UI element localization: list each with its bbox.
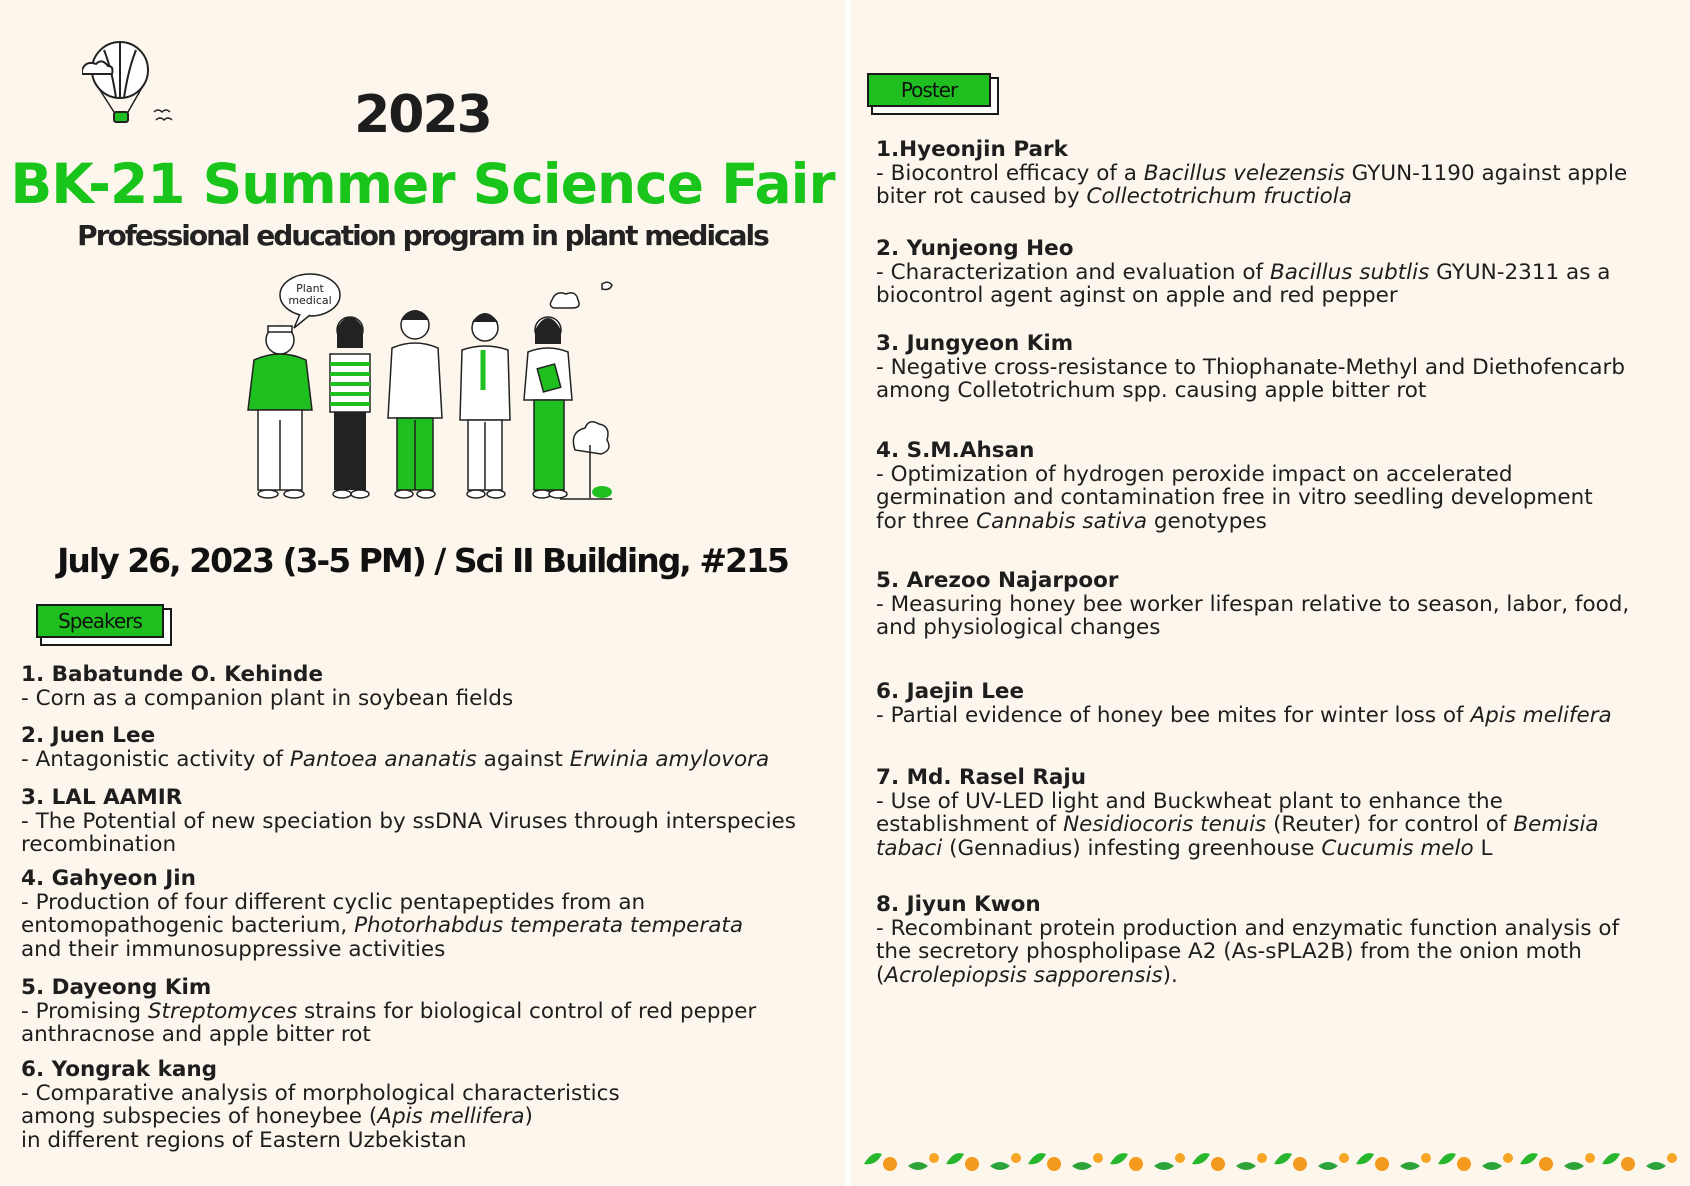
tree-icon — [560, 422, 612, 499]
poster-entry-3 — [876, 332, 1686, 403]
presenter-name: 8. Jiyun Kwon — [876, 892, 1041, 917]
fruit-leaf-motif — [1356, 1153, 1431, 1171]
fair-title: BK-21 Summer Science Fair — [10, 152, 835, 216]
speaker-entry-3 — [21, 786, 841, 857]
speaker-name: 1. Babatunde O. Kehinde — [21, 662, 324, 687]
student-figure-5 — [524, 317, 572, 498]
presenter-name: 1.Hyeonjin Park — [876, 137, 1068, 162]
fruit-leaf-motif — [1438, 1153, 1513, 1171]
presenter-name: 7. Md. Rasel Raju — [876, 765, 1087, 790]
speech-bubble-line1: Plant — [296, 282, 324, 295]
poster-title: - Partial evidence of honey bee mites for winter loss of Apis melifera — [876, 702, 1612, 728]
poster-title: - Negative cross-resistance to Thiophanate-Methyl and Diethofencarb among Colletotrichum spp. causing apple bitter rot — [876, 354, 1625, 403]
speaker-talk: - Antagonistic activity of Pantoea ananatis against Erwinia amylovora — [21, 746, 770, 772]
presenter-name: 3. Jungyeon Kim — [876, 331, 1074, 356]
student-figure-4 — [460, 313, 510, 498]
presenter-name: 4. S.M.Ahsan — [876, 438, 1035, 463]
year-heading: 2023 — [354, 85, 491, 145]
presenter-name: 2. Yunjeong Heo — [876, 236, 1074, 261]
speaker-entry-1 — [21, 663, 841, 710]
student-figure-3 — [388, 310, 442, 498]
students-illustration — [240, 270, 620, 515]
fruit-leaf-motif — [864, 1153, 939, 1171]
event-date-location: July 26, 2023 (3-5 PM) / Sci II Building, #215 — [57, 541, 788, 580]
fruit-leaf-motif — [1028, 1153, 1103, 1171]
poster-title: - Measuring honey bee worker lifespan relative to season, labor, food, and physiological changes — [876, 591, 1630, 640]
speaker-entry-4 — [21, 867, 841, 961]
poster-entry-7 — [876, 766, 1686, 860]
poster-title: - Use of UV-LED light and Buckwheat plant to enhance the establishment of Nesidiocoris tenuis (Reuter) for control of Bemisia tabaci (Gennadius) infesting greenhouse Cucumis melo L — [876, 788, 1599, 861]
speaker-entry-6 — [21, 1058, 841, 1152]
speech-bubble-line2: medical — [288, 294, 332, 307]
presenter-name: 6. Jaejin Lee — [876, 679, 1025, 704]
fruit-leaf-motif — [1520, 1153, 1595, 1171]
fruit-leaf-motif — [1602, 1153, 1677, 1171]
fruit-leaf-motif — [946, 1153, 1021, 1171]
speaker-talk: - Corn as a companion plant in soybean fields — [21, 685, 514, 711]
speaker-entry-5 — [21, 976, 841, 1047]
fruit-leaf-motif — [1192, 1153, 1267, 1171]
speaker-talk: - Promising Streptomyces strains for biological control of red pepper anthracnose and apple bitter rot — [21, 998, 757, 1047]
student-figure-1 — [248, 326, 312, 498]
speaker-name: 6. Yongrak kang — [21, 1057, 218, 1082]
poster-entry-2 — [876, 237, 1686, 308]
speaker-name: 2. Juen Lee — [21, 723, 156, 748]
student-figure-2 — [330, 317, 370, 498]
poster-entry-4 — [876, 439, 1686, 533]
fruit-leaf-motif — [1110, 1153, 1185, 1171]
poster-entry-5 — [876, 569, 1686, 640]
poster-title: - Characterization and evaluation of Bacillus subtlis GYUN-2311 as a biocontrol agent aginst on apple and red pepper — [876, 259, 1611, 308]
speaker-name: 4. Gahyeon Jin — [21, 866, 196, 891]
speaker-talk: - Comparative analysis of morphological characteristics among subspecies of honeybee (Apis mellifera) in different regions of Eastern Uzbekistan — [21, 1080, 620, 1153]
speaker-talk: - The Potential of new speciation by ssDNA Viruses through interspecies recombination — [21, 808, 796, 857]
speaker-name: 3. LAL AAMIR — [21, 785, 183, 810]
poster-entry-1 — [876, 138, 1686, 209]
poster-badge: Poster — [867, 73, 991, 107]
speakers-badge: Speakers — [36, 604, 164, 638]
fruit-leaf-motif — [1274, 1153, 1349, 1171]
speaker-talk: - Production of four different cyclic pentapeptides from an entomopathogenic bacterium, Photorhabdus temperata temperata and their immunosuppressive activities — [21, 889, 744, 962]
presenter-name: 5. Arezoo Najarpoor — [876, 568, 1119, 593]
subtitle: Professional education program in plant medicals — [77, 219, 768, 252]
poster-title: - Optimization of hydrogen peroxide impact on accelerated germination and contamination free in vitro seedling development for three Cannabis sativa genotypes — [876, 461, 1593, 534]
poster-entry-6 — [876, 680, 1686, 727]
right-panel — [851, 0, 1690, 1186]
poster-title: - Biocontrol efficacy of a Bacillus velezensis GYUN-1190 against apple biter rot caused by Collectotrichum fructiola — [876, 160, 1628, 209]
poster-entry-8 — [876, 893, 1686, 987]
poster-title: - Recombinant protein production and enzymatic function analysis of the secretory phospholipase A2 (As-sPLA2B) from the onion moth (Acrolepiopsis sapporensis). — [876, 915, 1620, 988]
speaker-name: 5. Dayeong Kim — [21, 975, 212, 1000]
fruit-leaf-border — [860, 1142, 1680, 1178]
speaker-entry-2 — [21, 724, 841, 771]
